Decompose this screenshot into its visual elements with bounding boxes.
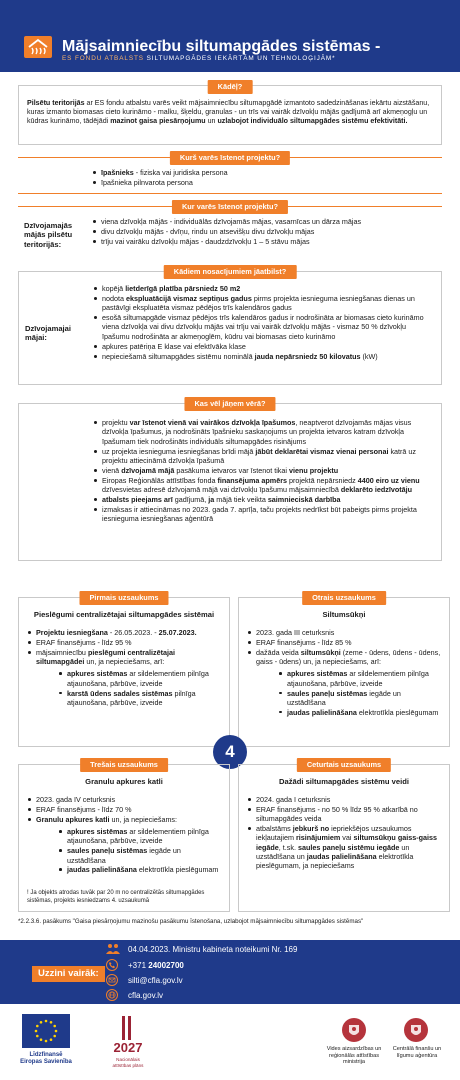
list-item: atbalstāms jebkurš no iepriekšējos uzsaukumos iekļautajiem risinājumiem vai siltumsūkņu gaiss-gaiss iegāde, t.sk. saules paneļu sistēmu iegāde un uzstādīšana un jaudas palielināšana elektrotīkla pieslēgumam, ja nepieciešams <box>247 824 441 871</box>
list-item: jaudas palielināšana elektrotīkla pieslēgumam <box>58 865 221 874</box>
list-item: nodota ekspluatācijā vismaz septiņus gadus pirms projekta iesnieguma iesniegšanas dienas un pastāvīgi ekspluatēta vismaz pēdējos trīs kalendāros gadus <box>93 294 433 313</box>
kur-label: Dzīvojamajās mājās pilsētu teritorijās: <box>24 221 73 249</box>
center-number-badge: 4 <box>213 735 247 769</box>
page-title: Mājsaimniecību siltumapgādes sistēmas - <box>62 38 381 55</box>
list-item: uz projekta iesnieguma iesniegšanas brīdi mājā jābūt deklarētai vismaz vienai personai katrā uz projektu attiecināmā dzīvokļa īpašumā <box>93 447 433 466</box>
call-4-title: Dažādi siltumapgādes sistēmu veidi <box>279 777 409 786</box>
call-3-title: Granulu apkures katli <box>85 777 163 786</box>
call-1 <box>18 593 230 747</box>
email-icon <box>106 974 118 986</box>
section-kadel <box>18 82 442 145</box>
email-link[interactable]: silti@cfla.gov.lv <box>128 976 183 985</box>
list-item: ERAF finansējums - līdz 85 % <box>247 638 441 647</box>
phone-icon <box>106 959 118 971</box>
list-item: īpašnieks - fiziska vai juridiska persona <box>92 168 422 177</box>
call-2-list <box>247 628 441 717</box>
call-3 <box>18 760 230 912</box>
nap-year: 2027 <box>113 1040 143 1055</box>
varam-coat-of-arms-logo <box>342 1018 366 1042</box>
call-3-list <box>27 795 221 875</box>
list-item: dažāda veida siltumsūkņi (zeme - ūdens, ūdens - ūdens, gaiss - ūdens) un, ja nepieciešams, arī: apkures sistēmas ar sildelementiem pilnīga atjaunošana, pārbūve, izveide saules paneļu sistēmas iegāde un uzstādīšana jaudas palielināšana elektrotīkla pieslēgumam <box>247 648 441 718</box>
regulation-link[interactable]: 04.04.2023. Ministru kabineta noteikumi Nr. 169 <box>128 945 298 954</box>
badge-call-4: Ceturtais uzsaukums <box>297 758 391 772</box>
call-1-list <box>27 628 221 707</box>
section-kur <box>18 202 442 259</box>
list-item: Projektu iesniegšana - 26.05.2023. - 25.07.2023. <box>27 628 221 637</box>
kadel-text: Pilsētu teritorijās ar ES fondu atbalstu varēs veikt mājsaimniecību siltumapgādē izmantoto sadedzināšanas iekārtu aizstāšanu, kuras izmanto biomasas cieto kurināmo - malku, šķeldu, granulas - un trīs vai vairāk dzīvokļu mājās gadījumā arī akmeņogļu un kūdras kurināmo, tādējādi mazinot gaisa piesārņojumu un uzlabojot individuālo siltumapgādes sistēmu efektivitāti. <box>27 99 430 126</box>
website-link[interactable]: cfla.gov.lv <box>128 991 163 1000</box>
call-4 <box>238 760 450 912</box>
kadiem-list <box>93 284 433 361</box>
list-item: Eiropas Reģionālās attīstības fonda finansējuma apmērs projektā nepārsniedz 4400 eiro uz vienu dzīvesvietas adresē dzīvojamā mājā vai dzīvokļu īpašumu mājsaimniecībā deklarēto iedzīvotāju <box>93 476 433 495</box>
list-item: saules paneļu sistēmas iegāde un uzstādīšana <box>278 689 441 708</box>
header-banner <box>0 0 460 72</box>
globe-icon <box>106 989 118 1001</box>
section-kas <box>18 399 442 561</box>
list-item: īpašnieka pilnvarota persona <box>92 178 422 187</box>
people-icon <box>106 943 118 955</box>
cfla-caption: Centrālā finanšu un līgumu aģentūra <box>392 1046 442 1059</box>
list-item: apkures sistēmas ar sildelementiem pilnīga atjaunošana, pārbūve, izveide <box>58 669 221 688</box>
eu-caption: Līdzfinansē Eiropas Savienība <box>20 1052 72 1066</box>
list-item: esošā siltumapgāde vismaz pēdējos trīs kalendāros gadus ir nodrošināta ar biomasas cieto kurināmo viena dzīvokļa vai divu dzīvokļu mājās vai trīju vai vairāk dzīvokļu mājās - vismaz 50 % dzīvokļu īpašumu nodrošināta ar akmeņoglēm, kūdru vai biomasas cieto kurināmo <box>93 313 433 341</box>
kas-list <box>93 418 433 524</box>
divider <box>18 193 442 194</box>
list-item: projektu var īstenot vienā vai vairākos dzīvokļa īpašumos, neaptverot dzīvojamās mājas visus dzīvokļa īpašumus, ja nodrošināts īpašnieku saskaņojums un projekta ietvaros katram dzīvokļa īpašumam tiek nodrošināts individuāls siltumapgādes risinājums <box>93 418 433 446</box>
page-subtitle: ES FONDU ATBALSTS SILTUMAPGĀDES IEKĀRTĀM UN TEHNOLOĢIJĀM* <box>62 55 336 62</box>
list-item: 2023. gada III ceturksnis <box>247 628 441 637</box>
list-item: apkures sistēmas ar sildelementiem pilnīga atjaunošana, pārbūve, izveide <box>58 827 221 846</box>
eu-flag-logo <box>22 1014 70 1048</box>
learn-more-label: Uzzini vairāk: <box>32 966 105 982</box>
nap-logo-mark <box>122 1016 132 1040</box>
kur-list <box>92 217 432 247</box>
list-item: viena dzīvokļa mājās - individuālās dzīvojamās mājas, vasarnīcas un dārza mājas <box>92 217 432 226</box>
badge-kadel: Kādēļ? <box>208 80 253 94</box>
badge-call-2: Otrais uzsaukums <box>302 591 386 605</box>
varam-caption: Vides aizsardzības un reģionālās attīstības ministrija <box>326 1046 382 1066</box>
badge-kur: Kur varēs īstenot projektu? <box>172 200 288 214</box>
list-item: izmaksas ir attiecināmas no 2023. gada 7. aprīļa, taču projekts nedrīkst būt pabeigts pirms projekta iesnieguma iesniegšanas aģentūrā <box>93 505 433 524</box>
list-item: 2023. gada IV ceturksnis <box>27 795 221 804</box>
badge-kadiem: Kādiem nosacījumiem jāatbilst? <box>164 265 297 279</box>
list-item: ERAF finansējums - no 50 % līdz 95 % atkarībā no siltumapgādes veida <box>247 805 441 824</box>
list-item: ERAF finansējums - līdz 70 % <box>27 805 221 814</box>
list-item: kopējā lietderīgā platība pārsniedz 50 m2 <box>93 284 433 293</box>
call-4-list <box>247 795 441 871</box>
badge-call-1: Pirmais uzsaukums <box>79 591 168 605</box>
house-heating-icon <box>24 36 52 58</box>
nap-caption: Nacionālais attīstības plāns <box>112 1057 144 1068</box>
call-1-title: Pieslēgumi centralizētajai siltumapgādes sistēmai <box>33 610 215 619</box>
phone-number[interactable]: +371 24002700 <box>128 961 184 970</box>
kurs-list <box>92 168 422 188</box>
badge-kas: Kas vēl jāņem vērā? <box>184 397 275 411</box>
badge-call-3: Trešais uzsaukums <box>80 758 168 772</box>
list-item: apkures sistēmas ar sildelementiem pilnīga atjaunošana, pārbūve, izveide <box>278 669 441 688</box>
kadiem-label: Dzīvojamajai mājai: <box>25 324 72 343</box>
list-item: 2024. gada I ceturksnis <box>247 795 441 804</box>
list-item: atbalsts pieejams arī gadījumā, ja mājā tiek veikta saimnieciskā darbība <box>93 495 433 504</box>
footnote: *2.2.3.6. pasākums "Gaisa piesārņojumu mazinošu pasākumu īstenošana, uzlabojot mājsaimniecību siltumapgādes sistēmas" <box>18 918 364 925</box>
section-kadiem <box>18 267 442 385</box>
list-item: mājsaimniecību pieslēgumi centralizētajai siltumapgādei un, ja nepieciešams, arī: apkures sistēmas ar sildelementiem pilnīga atjaunošana, pārbūve, izveide karstā ūdens sadales sistēmas pilnīga atjaunošana, pārbūve, izveide <box>27 648 221 708</box>
list-item: jaudas palielināšana elektrotīkla pieslēgumam <box>278 708 441 717</box>
section-kurs <box>18 153 442 194</box>
list-item: karstā ūdens sadales sistēmas pilnīga atjaunošana, pārbūve, izveide <box>58 689 221 708</box>
list-item: ERAF finansējums - līdz 95 % <box>27 638 221 647</box>
list-item: vienā dzīvojamā mājā pasākuma ietvaros var īstenot tikai vienu projektu <box>93 466 433 475</box>
call-2-title: Siltumsūkņi <box>322 610 366 619</box>
list-item: divu dzīvokļu mājās - dvīņu, rindu un atsevišķu divu dzīvokļu mājas <box>92 227 432 236</box>
list-item: Granulu apkures katli un, ja nepieciešams: apkures sistēmas ar sildelementiem pilnīga atjaunošana, pārbūve, izveide saules paneļu sistēmas iegāde un uzstādīšana jaudas palielināšana elektrotīkla pieslēgumam <box>27 815 221 875</box>
list-item: trīju vai vairāku dzīvokļu mājas - daudzdzīvokļu 1 – 5 stāvu mājas <box>92 237 432 246</box>
list-item: apkures patēriņa E klase vai efektīvāka klase <box>93 342 433 351</box>
list-item: nepieciešamā siltumapgādes sistēmu nominālā jauda nepārsniedz 50 kilovatus (kW) <box>93 352 433 361</box>
cfla-coat-of-arms-logo <box>404 1018 428 1042</box>
call-2 <box>238 593 450 747</box>
badge-kurs: Kurš varēs īstenot projektu? <box>170 151 290 165</box>
call-3-note: ! Ja objekts atrodas tuvāk par 20 m no centralizētās siltumapgādes sistēmas, projekts iesniedzams 4. uzsaukumā <box>27 890 205 904</box>
list-item: saules paneļu sistēmas iegāde un uzstādīšana <box>58 846 221 865</box>
